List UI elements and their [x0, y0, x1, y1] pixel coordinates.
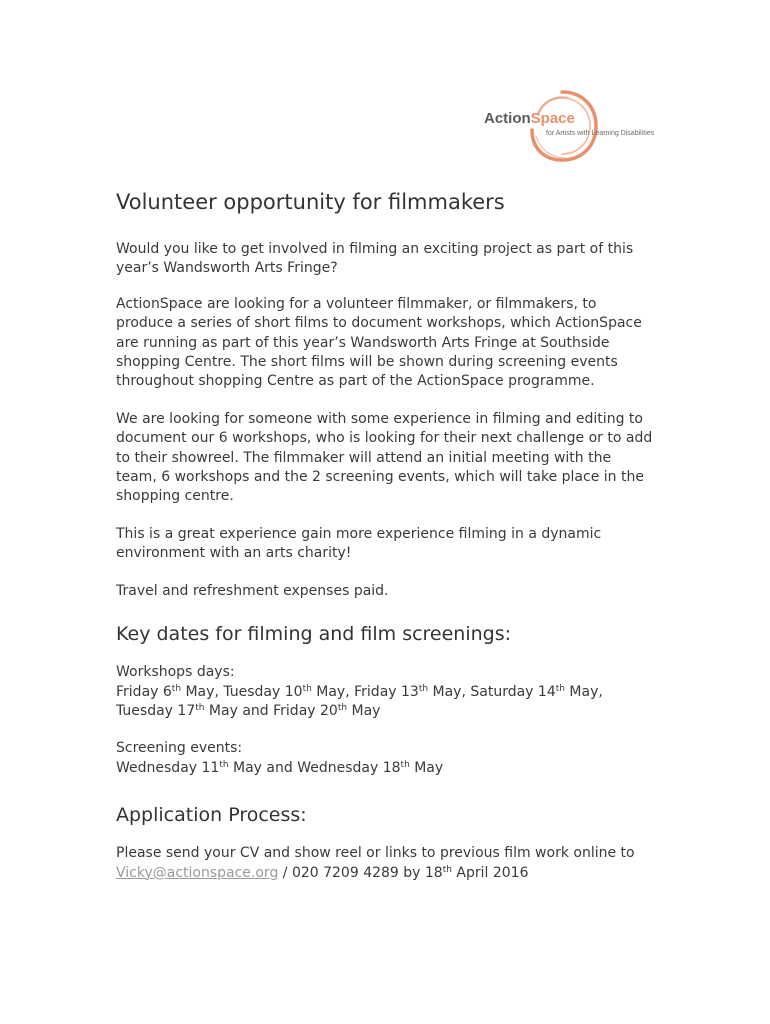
application-text: Please send your CV and show reel or links to previous film work online to Vicky@actionspace.org / 020 7209 4289 by 18th April 2016 — [116, 845, 635, 881]
workshop-date: Tuesday 17th May — [116, 702, 238, 719]
logo-wordmark — [484, 110, 575, 127]
screening-date: Wednesday 11th May — [116, 759, 262, 776]
workshop-dates: Friday 6th May, Tuesday 10th May, Friday 13th May, Saturday 14th May, Tuesday 17th May and Friday 20th May — [116, 683, 603, 719]
screenings-block — [116, 739, 656, 778]
paragraph-intro: Would you like to get involved in filming an exciting project as part of this year’s Wandsworth Arts Fringe? — [116, 241, 634, 277]
actionspace-logo — [484, 88, 664, 164]
paragraph-experience: This is a great experience gain more experience filming in a dynamic environment with an arts charity! — [116, 525, 602, 562]
workshops-block — [116, 663, 656, 721]
page-title: Volunteer opportunity for filmmakers — [116, 190, 505, 214]
logo-name-part1: Action — [484, 110, 531, 127]
workshop-date: Friday 6th May — [116, 683, 215, 700]
paragraph-requirements: We are looking for someone with some experience in filming and editing to document our 6 workshops, who is looking for their next challenge or to add to their showreel. The filmmaker will attend an initial meeting with the team, 6 workshops and the 2 screening events, which will take place in the shopping centre. — [116, 410, 653, 505]
screening-label: Screening events: — [116, 740, 243, 757]
logo-tagline: for Artists with Learning Disabilities — [546, 130, 655, 137]
email-link[interactable]: Vicky@actionspace.org — [116, 864, 279, 881]
paragraph-expenses: Travel and refreshment expenses paid. — [116, 582, 389, 599]
document-body — [116, 190, 656, 901]
key-dates-heading: Key dates for filming and film screenings: — [116, 623, 512, 646]
workshop-date: Saturday 14th May — [470, 683, 599, 700]
workshop-date: Friday 13th May — [354, 683, 462, 700]
screening-dates: Wednesday 11th May and Wednesday 18th May — [116, 759, 444, 776]
paragraph-description: ActionSpace are looking for a volunteer filmmaker, or filmmakers, to produce a series of short films to document workshops, which ActionSpace are running as part of this year’s Wandsworth Arts Fringe at Southside shopping Centre. The short films will be shown during screening events throughout shopping Centre as part of the ActionSpace programme. — [116, 295, 642, 390]
workshops-label: Workshops days: — [116, 664, 235, 681]
application-heading: Application Process: — [116, 804, 307, 827]
logo-name-part2: Space — [530, 110, 575, 127]
screening-date: Wednesday 18th May — [297, 759, 444, 776]
workshop-date: Tuesday 10th May — [223, 683, 346, 700]
workshop-date: Friday 20th May — [273, 702, 381, 719]
